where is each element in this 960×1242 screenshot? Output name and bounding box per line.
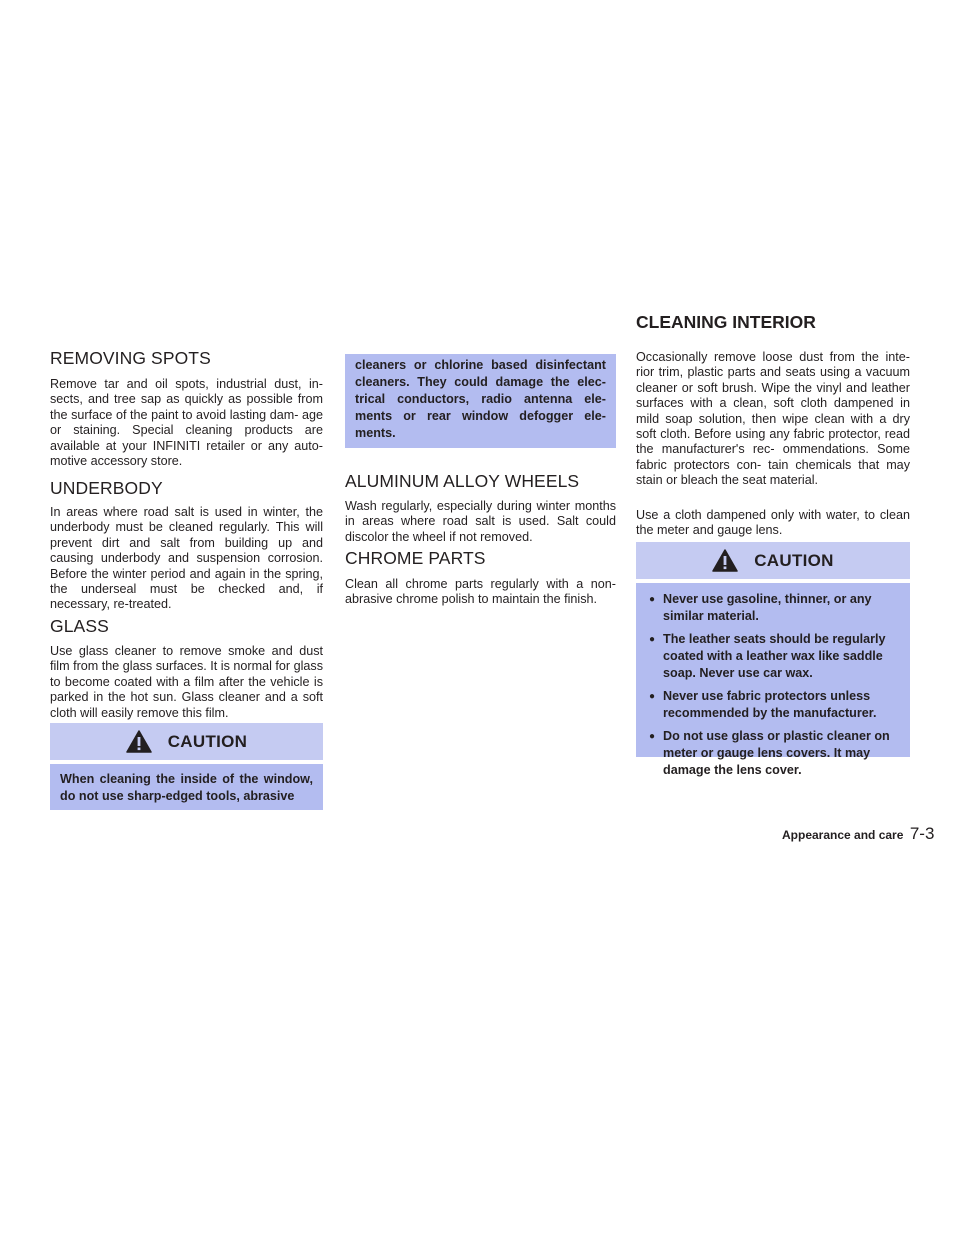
- caution-label: CAUTION: [754, 550, 834, 570]
- chrome-heading: CHROME PARTS: [345, 548, 486, 568]
- caution-item: ● Never use fabric protectors unless recommended by the manufacturer.: [649, 689, 877, 720]
- bullet-icon: ●: [649, 731, 656, 742]
- warning-triangle-icon: [126, 730, 152, 753]
- underbody-text: In areas where road salt is used in winter, the underbody must be cleaned regularly. This will prevent dirt and salt from building up and causing underbody and suspension corrosion. Before the winter period and again in the spring, the underseal must be checked and, if necessary, re-treated.: [50, 505, 323, 612]
- aluminum-text: Wash regularly, especially during winter months in areas where road salt is used. Salt could discolor the wheel if not removed.: [345, 499, 616, 544]
- bullet-icon: ●: [649, 594, 656, 605]
- removing-spots-heading: REMOVING SPOTS: [50, 348, 211, 368]
- removing-spots-text: Remove tar and oil spots, industrial dust, in- sects, and tree sap as quickly as possible from the surface of the paint to avoid lasting dam- age or staining. Special cleaning products are available at your INFINITI retailer or any auto- motive accessory store.: [50, 377, 323, 469]
- underbody-heading: UNDERBODY: [50, 478, 163, 498]
- cleaning-interior-text: Occasionally remove loose dust from the inte- rior trim, plastic parts and seats using a vacuum cleaner or soft brush. Wipe the vinyl and leather surfaces with a clean, soft cloth dampened in mild soap solution, then wipe clean with a dry soft cloth. Before using any fabric protector, read the manufacturer's rec- ommendations. Some fabric protectors con- tain chemicals that may stain or bleach the seat material.: [636, 350, 910, 488]
- caution-label: CAUTION: [167, 731, 248, 751]
- caution-list: [646, 591, 900, 779]
- cleaning-interior-heading: CLEANING INTERIOR: [636, 312, 816, 332]
- caution-box-interior: [636, 542, 910, 777]
- caution-item: ● Never use gasoline, thinner, or any similar material.: [649, 592, 872, 623]
- aluminum-heading: ALUMINUM ALLOY WHEELS: [345, 471, 580, 491]
- caution-item: ● The leather seats should be regularly coated with a leather wax like saddle soap. Never use car wax.: [649, 632, 886, 680]
- page-number: 7-3: [909, 824, 935, 843]
- footer-section-title: Appearance and care: [782, 828, 904, 842]
- caution-glass-text-part1: When cleaning the inside of the window, do not use sharp-edged tools, abrasive: [60, 772, 313, 803]
- caution-header: [50, 723, 323, 760]
- caution-body: [636, 583, 910, 777]
- caution-glass-text-part2: cleaners or chlorine based disinfectant cleaners. They could damage the elec- trical conductors, radio antenna ele- ments or rear window defogger ele- ments.: [355, 358, 606, 440]
- page-footer: [782, 824, 934, 844]
- glass-text: Use glass cleaner to remove smoke and dust film from the glass surfaces. It is normal for glass to become coated with a film after the vehicle is parked in the hot sun. Glass cleaner and a soft cloth will easily remove this film.: [50, 644, 323, 720]
- caution-header: [636, 542, 910, 579]
- bullet-icon: ●: [649, 634, 656, 645]
- caution-box-glass-continued: [345, 354, 616, 448]
- chrome-text: Clean all chrome parts regularly with a non- abrasive chrome polish to maintain the finish.: [345, 577, 616, 607]
- caution-body: [50, 764, 323, 810]
- bullet-icon: ●: [649, 691, 656, 702]
- caution-item: ● Do not use glass or plastic cleaner on meter or gauge lens covers. It may damage the lens cover.: [649, 729, 890, 777]
- glass-heading: GLASS: [50, 616, 109, 636]
- cleaning-interior-meter-text: Use a cloth dampened only with water, to clean the meter and gauge lens.: [636, 508, 910, 538]
- caution-box-glass: [50, 723, 323, 810]
- warning-triangle-icon: [712, 549, 738, 572]
